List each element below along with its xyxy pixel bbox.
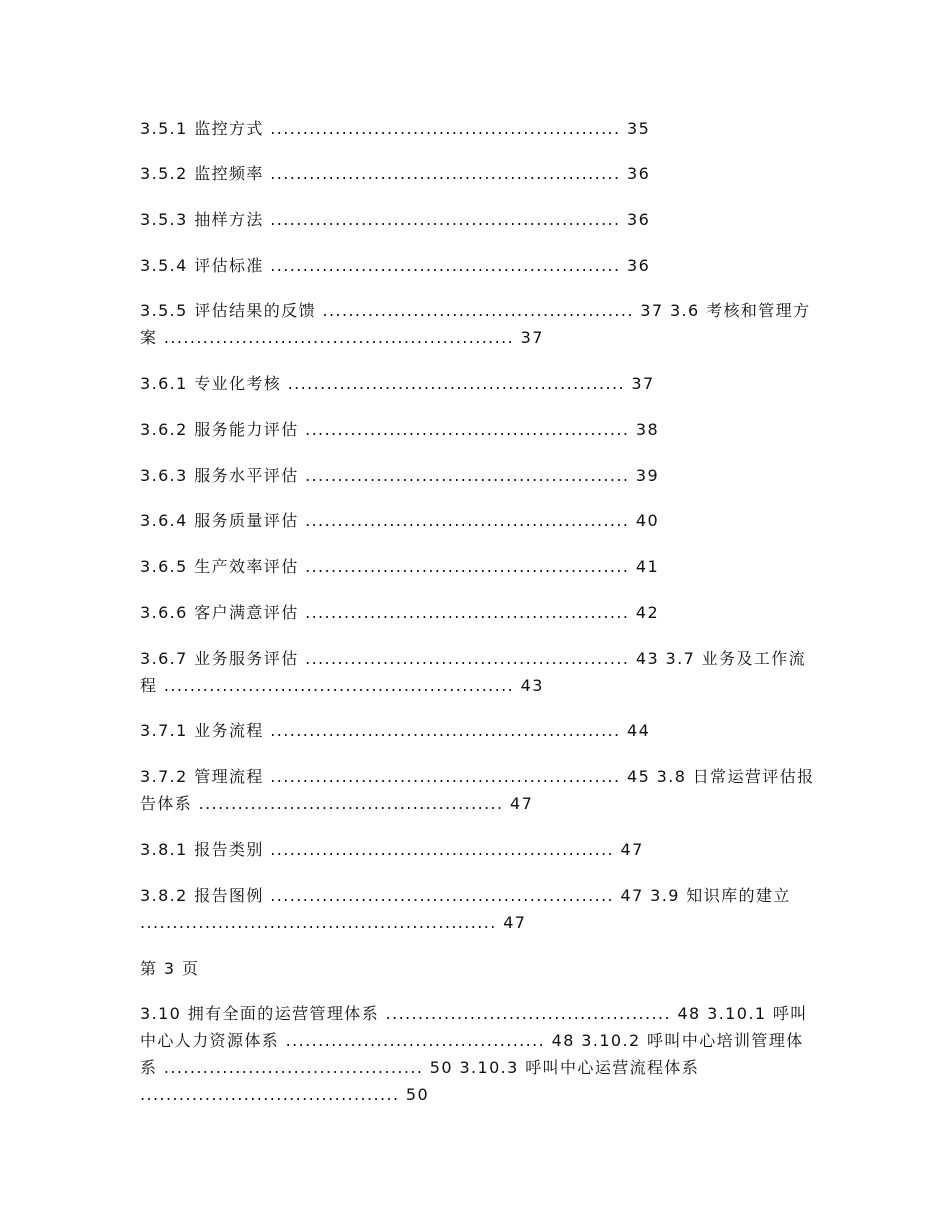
toc-entry: 3.6.3 服务水平评估 .................................................. 39 bbox=[140, 466, 660, 485]
toc-entry: 3.6.2 服务能力评估 .................................................. 38 bbox=[140, 420, 660, 439]
toc-entry: 3.5.1 监控方式 ...................................................... 35 bbox=[140, 119, 651, 138]
toc-entry: 3.5.2 监控频率 ...................................................... 36 bbox=[140, 164, 651, 183]
toc-entry: 3.6.4 服务质量评估 .................................................. 40 bbox=[140, 511, 660, 530]
toc-entry: 3.6.5 生产效率评估 .................................................. 41 bbox=[140, 557, 660, 576]
toc-entry: 3.8.2 报告图例 ..................................................... 47 3.9 知识库的建立 ....................................................... 47 bbox=[140, 886, 798, 932]
toc-entry: 3.10 拥有全面的运营管理体系 ............................................ 48 3.10.1 呼叫中心人力资源体系 ........................................ 48 3.10.2 呼叫中心培训管理体系 ........................................ 50 3.10.3 呼叫中心运营流程体系 ........................................ 50 bbox=[140, 1004, 808, 1104]
page-number-label: 第 3 页 bbox=[140, 959, 200, 978]
toc-entry: 3.6.1 专业化考核 .................................................... 37 bbox=[140, 374, 655, 393]
toc-entry: 3.7.1 业务流程 ...................................................... 44 bbox=[140, 721, 651, 740]
toc-entry: 3.5.5 评估结果的反馈 ................................................ 37 3.6 考核和管理方案 ...................................................... 37 bbox=[140, 301, 811, 347]
toc-entry: 3.6.7 业务服务评估 .................................................. 43 3.7 业务及工作流程 ...................................................... 43 bbox=[140, 649, 807, 695]
toc-entry: 3.8.1 报告类别 ..................................................... 47 bbox=[140, 840, 644, 859]
toc-entry: 3.5.4 评估标准 ...................................................... 36 bbox=[140, 256, 651, 275]
toc-entry: 3.7.2 管理流程 ...................................................... 45 3.8 日常运营评估报告体系 ............................................... 47 bbox=[140, 767, 815, 813]
toc-entry: 3.5.3 抽样方法 ...................................................... 36 bbox=[140, 210, 651, 229]
toc-entry: 3.6.6 客户满意评估 .................................................. 42 bbox=[140, 603, 660, 622]
